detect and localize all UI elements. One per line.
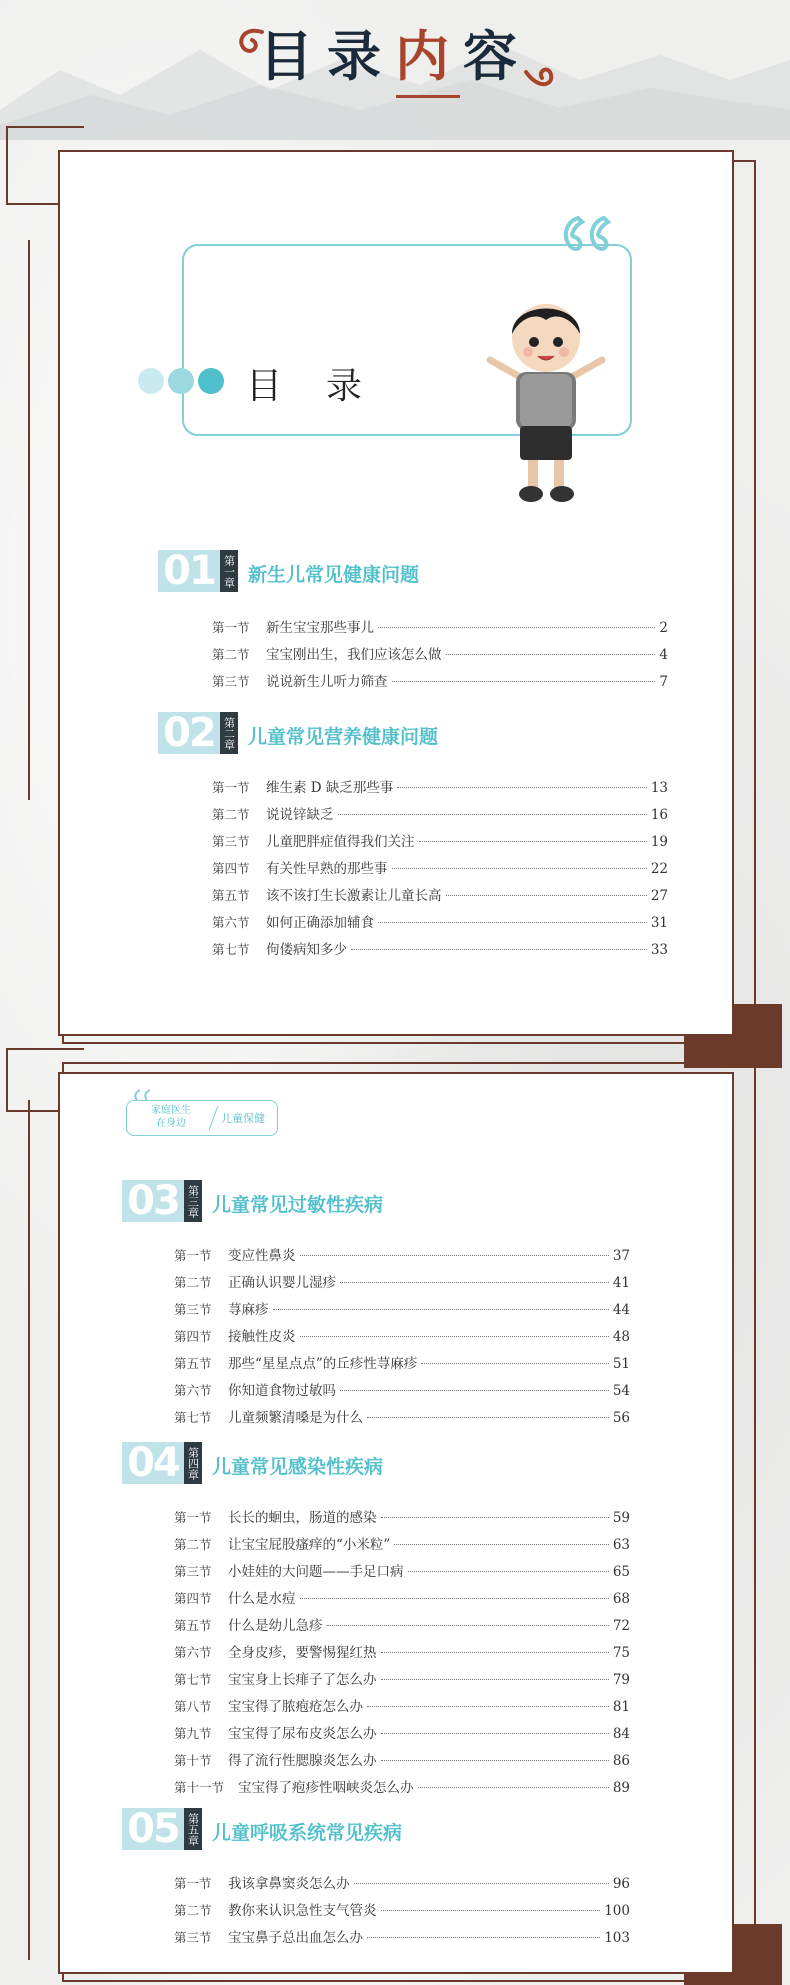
toc-row[interactable]: 第七节 宝宝身上长痱子了怎么办 79 [174,1672,630,1688]
toc-row[interactable]: 第七节 儿童频繁清嗓是为什么 56 [174,1410,630,1426]
toc-row[interactable]: 第一节 变应性鼻炎 37 [174,1248,630,1264]
toc-row[interactable]: 第六节 你知道食物过敏吗 54 [174,1383,630,1399]
chapter-tag: 第三章 [184,1180,202,1222]
toc-row[interactable]: 第六节 如何正确添加辅食 31 [212,915,668,931]
dot-light [138,368,164,394]
brush-swirl-icon [520,62,560,102]
chapter-tag: 第二章 [220,712,238,754]
chapter-4-list [174,1506,630,1803]
quote-mark-icon [132,1088,154,1102]
chapter-title: 儿童常见感染性疾病 [212,1456,384,1478]
toc-row[interactable]: 第五节 那些“星星点点”的丘疹性荨麻疹 51 [174,1356,630,1372]
dot-dark [198,368,224,394]
chapter-title: 新生儿常见健康问题 [248,564,420,586]
toc-row[interactable]: 第一节 新生宝宝那些事儿 2 [212,620,668,636]
toc-row[interactable]: 第一节 长长的蛔虫，肠道的感染 59 [174,1510,630,1526]
frame-side-line [28,240,30,800]
chapter-3-list [174,1244,630,1433]
badge-left: 家庭医生 在身边 [151,1105,191,1129]
toc-page-2 [58,1072,734,1974]
chapter-number: 02 [158,712,220,754]
toc-row[interactable]: 第七节 佝偻病知多少 33 [212,942,668,958]
boy-illustration [476,290,616,520]
toc-row[interactable]: 第五节 什么是幼儿急疹 72 [174,1618,630,1634]
chapter-title: 儿童常见营养健康问题 [248,726,439,748]
toc-row[interactable]: 第六节 全身皮疹，要警惕猩红热 75 [174,1645,630,1661]
toc-row[interactable]: 第十一节 宝宝得了疱疹性咽峡炎怎么办 89 [174,1780,630,1796]
toc-row[interactable]: 第一节 维生素 D 缺乏那些事 13 [212,780,668,796]
toc-row[interactable]: 第四节 有关性早熟的那些事 22 [212,861,668,877]
toc-row[interactable]: 第四节 什么是水痘 68 [174,1591,630,1607]
frame-side-line [28,1100,30,1960]
toc-row[interactable]: 第二节 正确认识婴儿湿疹 41 [174,1275,630,1291]
chapter-2-list [212,776,668,965]
banner-title: 目 录 [246,366,367,407]
chapter-title: 儿童常见过敏性疾病 [212,1194,384,1216]
quote-mark-icon [556,214,626,270]
chapter-tag: 第五章 [184,1808,202,1850]
toc-row[interactable]: 第三节 小娃娃的大问题——手足口病 65 [174,1564,630,1580]
toc-page-1 [58,150,734,1036]
chapter-5-list [174,1872,630,1953]
chapter-number: 01 [158,550,220,592]
chapter-tag: 第四章 [184,1442,202,1484]
header-underline [396,95,460,98]
toc-row[interactable]: 第九节 宝宝得了尿布皮炎怎么办 84 [174,1726,630,1742]
toc-row[interactable]: 第四节 接触性皮炎 48 [174,1329,630,1345]
toc-row[interactable]: 第一节 我该拿鼻窦炎怎么办 96 [174,1876,630,1892]
toc-row[interactable]: 第三节 说说新生儿听力筛查 7 [212,674,668,690]
brush-swirl-icon [232,24,272,64]
chapter-number: 03 [122,1180,184,1222]
badge-right: 儿童保健 [221,1112,265,1125]
dot-mid [168,368,194,394]
toc-row[interactable]: 第二节 说说锌缺乏 16 [212,807,668,823]
toc-row[interactable]: 第十节 得了流行性腮腺炎怎么办 86 [174,1753,630,1769]
toc-row[interactable]: 第八节 宝宝得了脓疱疮怎么办 81 [174,1699,630,1715]
toc-row[interactable]: 第二节 让宝宝屁股瘙痒的“小米粒” 63 [174,1537,630,1553]
toc-row[interactable]: 第二节 教你来认识急性支气管炎 100 [174,1903,630,1919]
toc-row[interactable]: 第五节 该不该打生长激素让儿童长高 27 [212,888,668,904]
chapter-number: 04 [122,1442,184,1484]
chapter-title: 儿童呼吸系统常见疾病 [212,1822,403,1844]
chapter-1-list [212,616,668,697]
chapter-tag: 第一章 [220,550,238,592]
header-title: 目录内容 [259,24,531,88]
series-badge [126,1100,278,1136]
header [0,14,790,91]
toc-row[interactable]: 第三节 荨麻疹 44 [174,1302,630,1318]
toc-row[interactable]: 第二节 宝宝刚出生，我们应该怎么做 4 [212,647,668,663]
toc-row[interactable]: 第三节 宝宝鼻子总出血怎么办 103 [174,1930,630,1946]
chapter-number: 05 [122,1808,184,1850]
toc-row[interactable]: 第三节 儿童肥胖症值得我们关注 19 [212,834,668,850]
